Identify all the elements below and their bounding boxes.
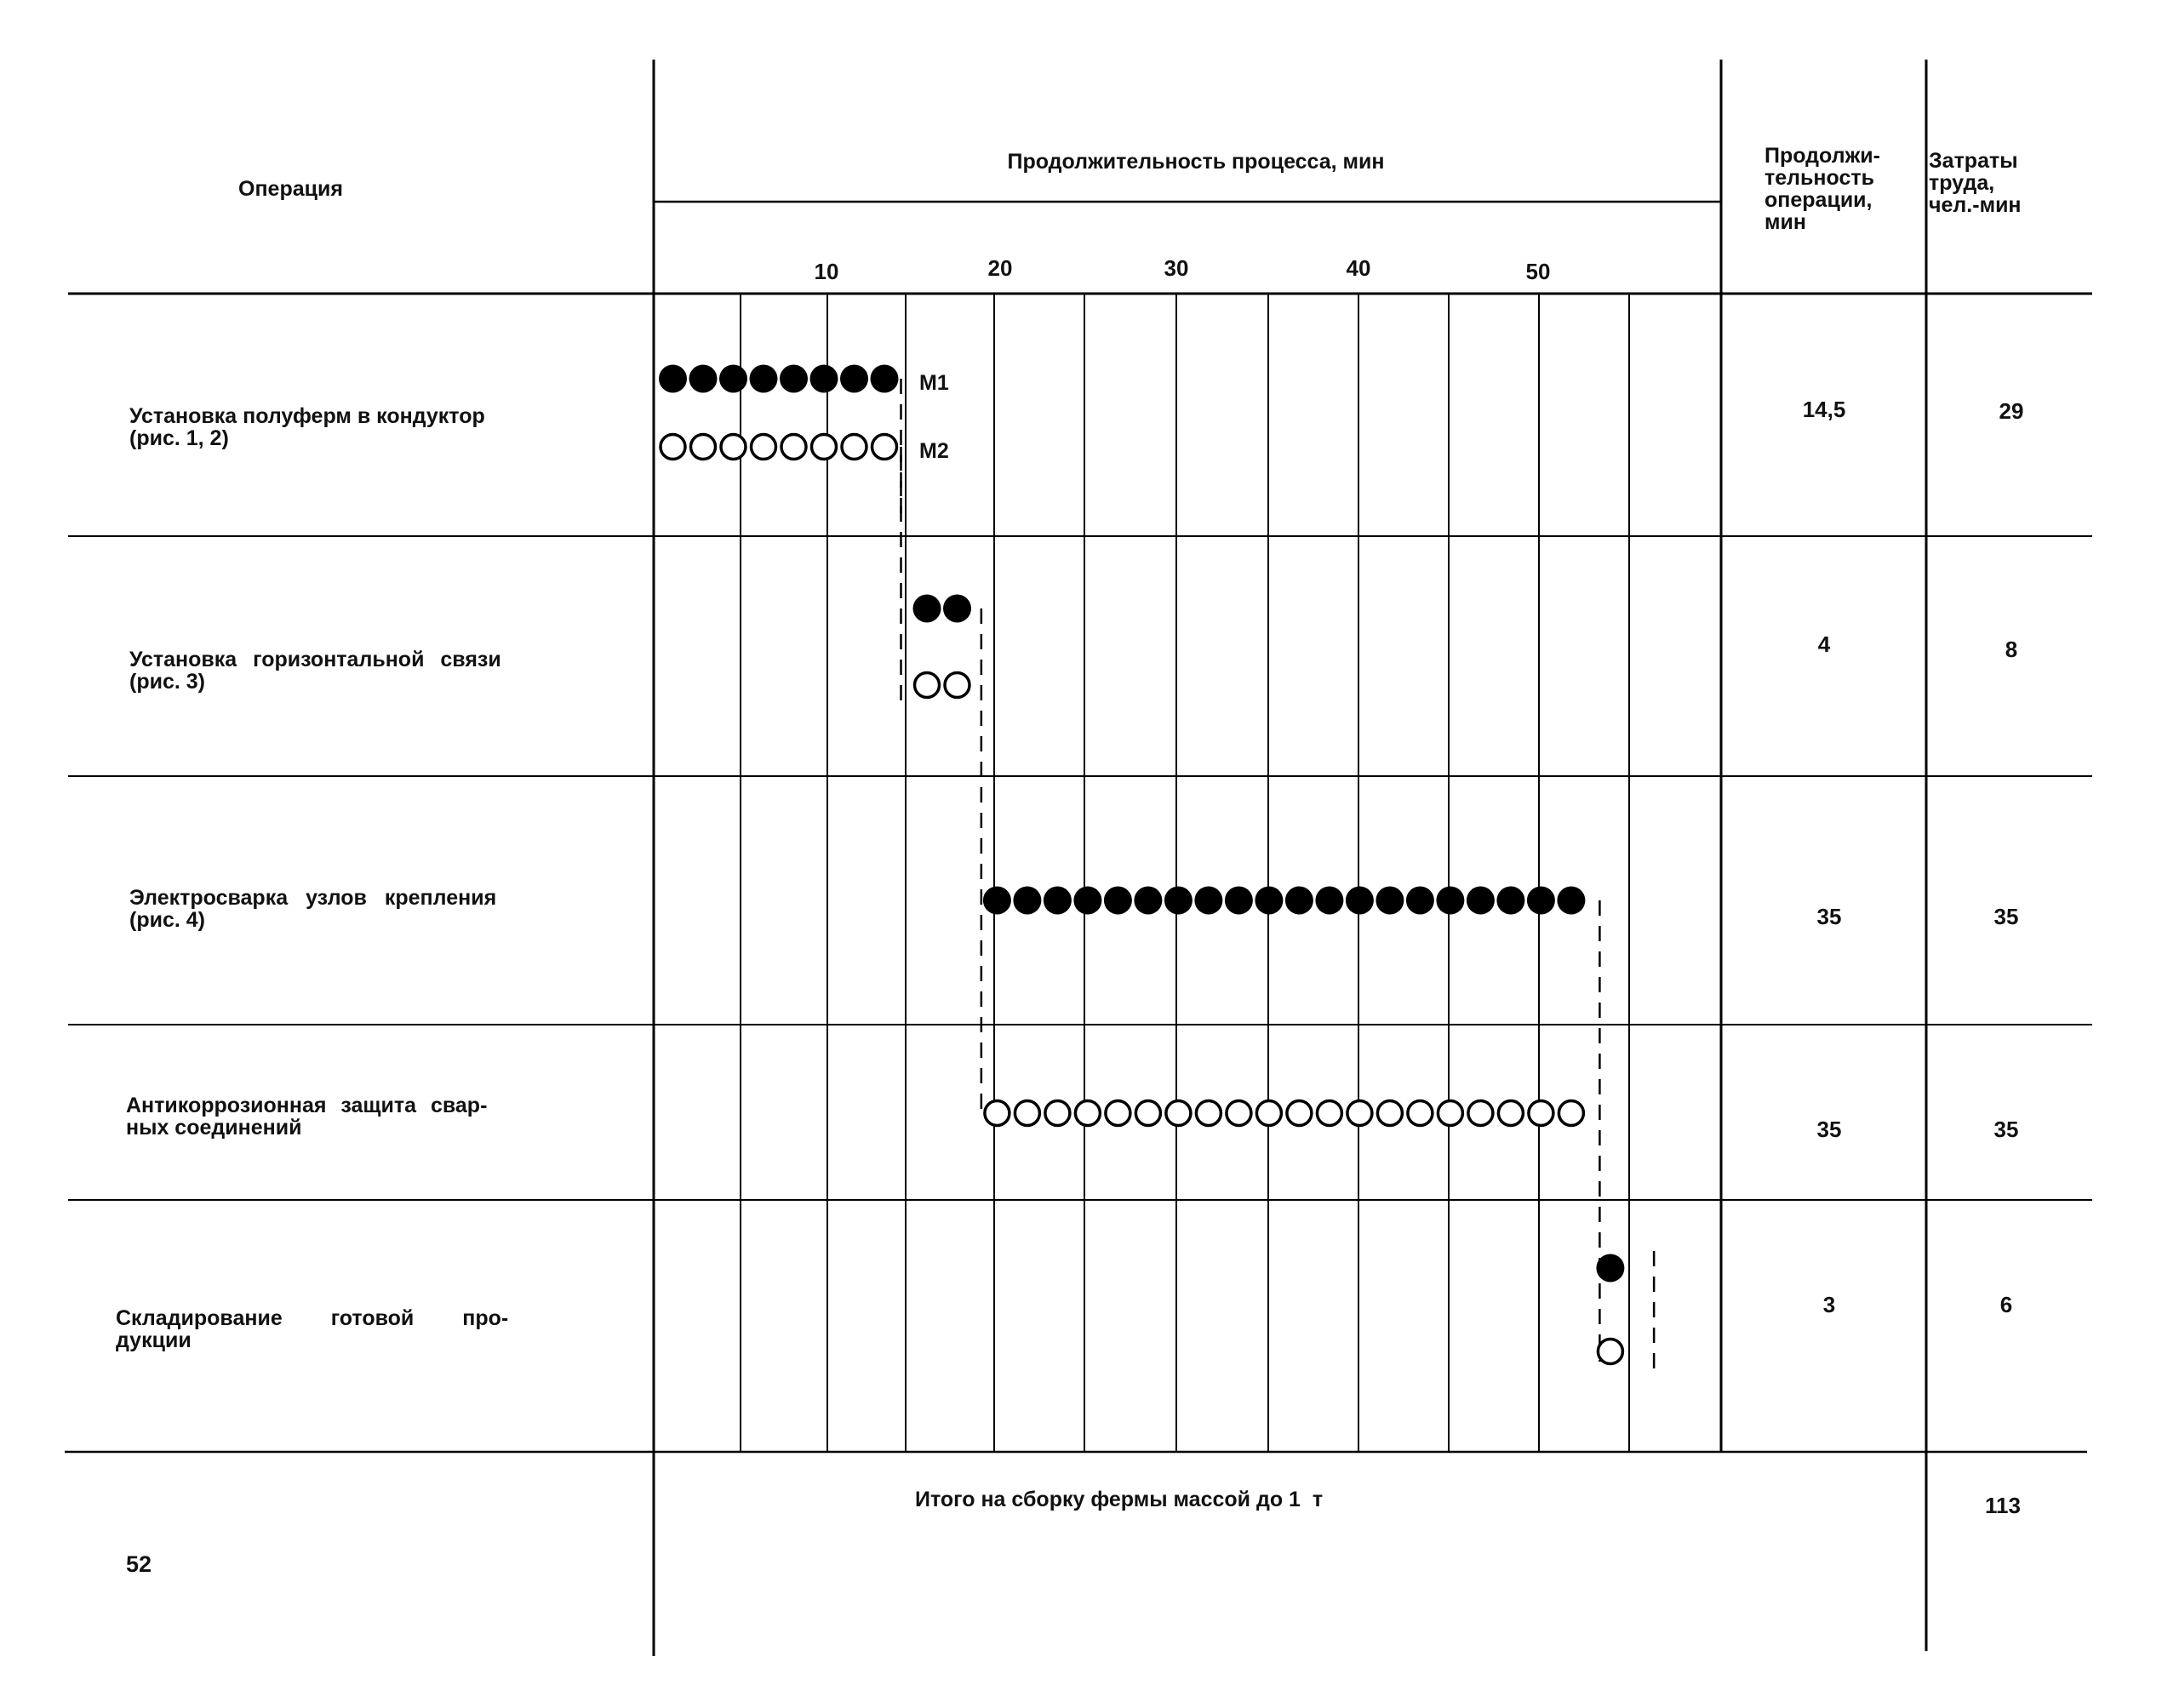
task-marker-m1 [1164,887,1193,915]
task-marker-m2 [1196,1101,1221,1126]
task-marker-m2 [1135,1101,1160,1126]
task-marker-m1 [1073,887,1101,915]
task-marker-m1 [750,365,778,393]
task-marker-m1 [1044,887,1072,915]
tick-label-50: 50 [1525,259,1551,284]
task-marker-m2 [1256,1101,1281,1126]
operation-name-line: Установка горизонтальной связи [129,648,501,671]
task-marker-m1 [1315,887,1343,915]
operation-name-line: ных соединений [126,1116,302,1140]
task-marker-m1 [1225,887,1253,915]
task-marker-m2 [1408,1101,1433,1126]
total-label: Итого на сборку фермы массой до 1 т [915,1488,1324,1511]
task-marker-m1 [1596,1254,1624,1282]
operation-labor-5: 6 [1999,1292,2013,1317]
header-op-dur-line: Продолжи- [1764,144,1880,168]
header-op-dur-line: операции, [1764,188,1873,212]
task-marker-m2 [781,435,806,460]
header-labor-line: Затраты [1929,149,2018,173]
header-process-duration: Продолжительность процесса, мин [1007,150,1385,174]
header-labor-line: чел.-мин [1929,193,2022,217]
header-op-dur-line: мин [1764,210,1806,234]
task-marker-m2 [985,1101,1010,1126]
task-marker-m2 [842,435,867,460]
task-marker-m1 [659,365,687,393]
page-number: 52 [126,1551,152,1577]
task-marker-m2 [1287,1101,1312,1126]
operation-name-2 [129,648,501,693]
operation-name-line: Складирование готовой про- [116,1306,509,1330]
task-marker-m2 [721,435,746,460]
operation-duration-1: 14,5 [1802,397,1846,422]
operation-name-5 [116,1307,508,1351]
operation-name-line: (рис. 3) [129,670,205,694]
task-marker-m1 [1285,887,1313,915]
task-marker-m1 [943,595,971,623]
operation-name-3 [129,887,496,931]
operation-labor-1: 29 [1999,398,2024,424]
operation-duration-4: 35 [1816,1117,1842,1142]
task-marker-m1 [689,365,718,393]
task-marker-m2 [915,673,940,698]
operation-labor-4: 35 [1993,1117,2019,1142]
task-marker-m1 [913,595,941,623]
operation-duration-2: 4 [1817,631,1831,657]
task-marker-m2 [945,673,969,698]
task-marker-m1 [780,365,808,393]
operation-duration-5: 3 [1822,1292,1836,1317]
operation-duration-3: 35 [1816,904,1842,929]
operation-name-line: (рис. 4) [129,908,205,932]
task-marker-m2 [812,435,837,460]
header-labor-line: труда, [1929,171,1995,195]
task-marker-m1 [1376,887,1404,915]
operation-name-4 [126,1094,487,1139]
task-marker-m2 [1317,1101,1341,1126]
tick-label-10: 10 [814,259,839,284]
task-marker-m2 [752,435,776,460]
task-marker-m1 [810,365,838,393]
task-marker-m1 [1104,887,1132,915]
task-marker-m2 [1106,1101,1130,1126]
task-marker-m2 [1015,1101,1039,1126]
task-marker-m1 [840,365,868,393]
task-marker-m2 [1498,1101,1523,1126]
operation-labor-2: 8 [2005,637,2018,662]
task-marker-m1 [1134,887,1162,915]
task-marker-m2 [1075,1101,1100,1126]
header-labor [1929,150,2022,216]
header-op-dur-line: тельность [1764,166,1874,190]
tick-label-20: 20 [987,255,1013,281]
task-marker-m2 [1347,1101,1372,1126]
operation-name-line: Установка полуферм в кондуктор [129,404,485,428]
operation-name-1 [129,405,485,449]
task-marker-m1 [871,365,899,393]
task-marker-m2 [872,435,897,460]
task-marker-m1 [1346,887,1374,915]
task-marker-m1 [1013,887,1041,915]
task-marker-m2 [1227,1101,1251,1126]
tick-label-40: 40 [1346,255,1371,281]
operation-name-line: Антикоррозионная защита свар- [126,1094,488,1117]
header-operation: Операция [238,177,343,201]
task-marker-m1 [1436,887,1464,915]
worker-label-m2: М2 [919,439,949,463]
task-marker-m2 [1468,1101,1493,1126]
operation-name-line: Электросварка узлов крепления [129,886,497,910]
task-marker-m1 [1496,887,1524,915]
operation-labor-3: 35 [1993,904,2019,929]
task-marker-m2 [1559,1101,1583,1126]
operation-name-line: (рис. 1, 2) [129,426,229,450]
task-marker-m2 [691,435,716,460]
task-marker-m2 [1438,1101,1462,1126]
total-labor: 113 [1985,1493,2021,1518]
task-marker-m1 [983,887,1011,915]
task-marker-m1 [1406,887,1434,915]
task-marker-m2 [1045,1101,1070,1126]
task-marker-m1 [1194,887,1222,915]
task-marker-m1 [1467,887,1495,915]
task-marker-m2 [1166,1101,1191,1126]
task-marker-m2 [1377,1101,1402,1126]
operation-name-line: дукции [116,1328,192,1352]
task-marker-m1 [1255,887,1283,915]
task-marker-m2 [1598,1340,1622,1364]
task-marker-m1 [1557,887,1585,915]
tick-label-30: 30 [1164,255,1189,281]
task-marker-m2 [1529,1101,1553,1126]
task-marker-m1 [1527,887,1555,915]
task-marker-m1 [719,365,747,393]
task-marker-m2 [661,435,685,460]
worker-label-m1: М1 [919,371,949,395]
header-operation-duration [1764,145,1880,233]
